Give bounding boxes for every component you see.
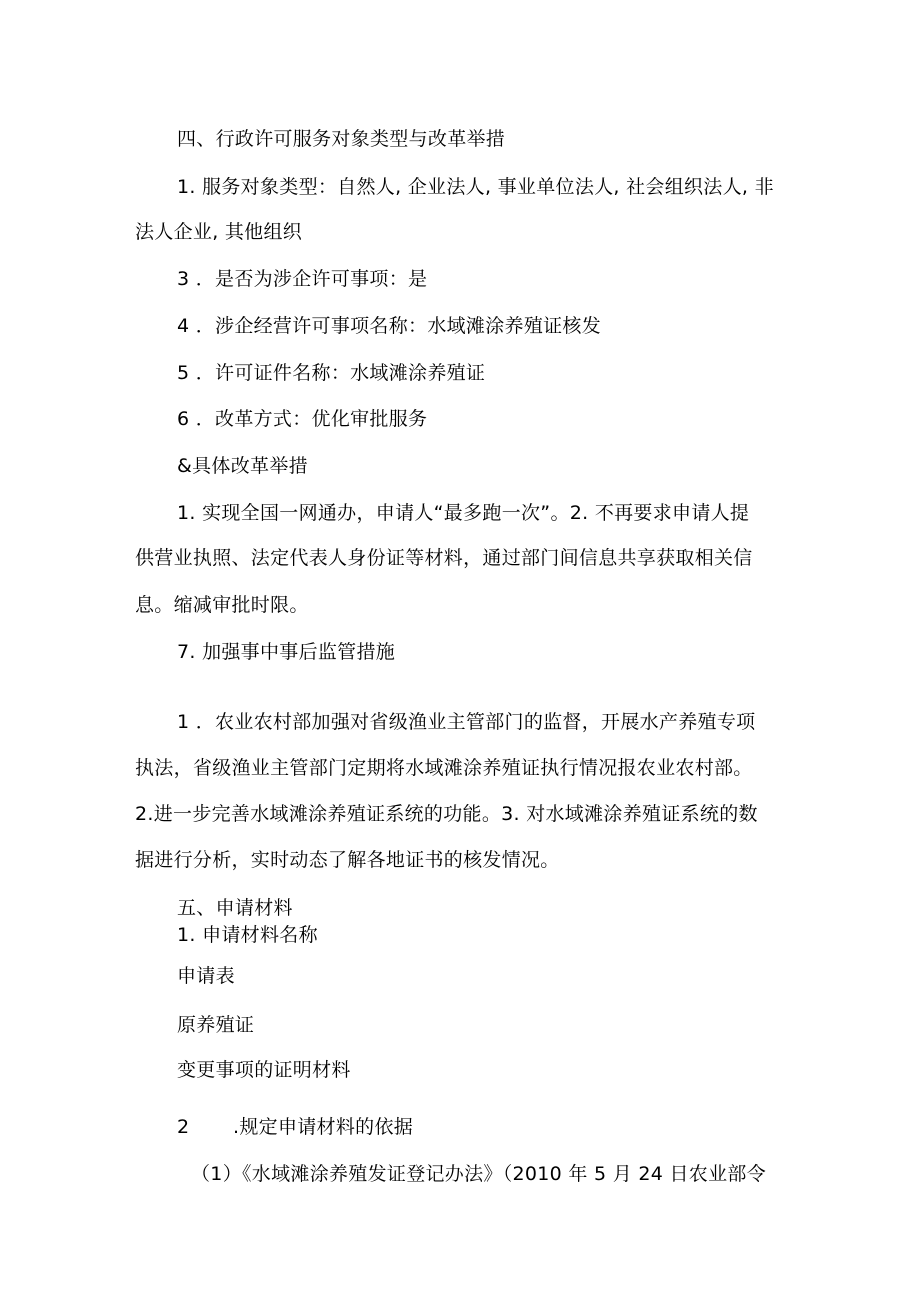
material-change-proof: 变更事项的证明材料 [177, 1059, 351, 1081]
section-5-heading: 五、申请材料 [177, 897, 293, 919]
reform-measures-line-1: 1. 实现全国一网通办，申请人“最多跑一次”。2. 不再要求申请人提 [177, 502, 750, 524]
service-object-types-line-1: 1. 服务对象类型：自然人, 企业法人, 事业单位法人, 社会组织法人, 非 [177, 176, 774, 198]
reform-measures-line-3: 息。缩减审批时限。 [135, 594, 309, 616]
material-names-heading: 1. 申请材料名称 [177, 924, 318, 946]
supervision-heading: 7. 加强事中事后监管措施 [177, 641, 396, 663]
material-basis-number: 2 [177, 1116, 190, 1138]
section-4-heading: 四、行政许可服务对象类型与改革举措 [177, 128, 506, 150]
service-object-types-line-2: 法人企业, 其他组织 [135, 221, 303, 243]
specific-reform-heading: &具体改革举措 [177, 455, 308, 477]
reform-method-item: 6 ．改革方式：优化审批服务 [177, 408, 428, 430]
material-basis-heading: .规定申请材料的依据 [233, 1116, 414, 1138]
license-name-item: 5 ．许可证件名称：水域滩涂养殖证 [177, 362, 486, 384]
supervision-line-3: 2.进一步完善水域滩涂养殖证系统的功能。3. 对水域滩涂养殖证系统的数 [135, 803, 758, 825]
supervision-line-4: 据进行分析，实时动态了解各地证书的核发情况。 [135, 849, 560, 871]
business-permit-name-item: 4 ．涉企经营许可事项名称：水域滩涂养殖证核发 [177, 315, 602, 337]
enterprise-permit-item: 3 ．是否为涉企许可事项：是 [177, 268, 428, 290]
supervision-line-1: 1 ．农业农村部加强对省级渔业主管部门的监督，开展水产养殖专项 [177, 711, 756, 733]
supervision-line-2: 执法，省级渔业主管部门定期将水域滩涂养殖证执行情况报农业农村部。 [135, 757, 753, 779]
legal-basis-item-1: （1）《水域滩涂养殖发证登记办法》（2010 年 5 月 24 日农业部令 [191, 1163, 767, 1185]
reform-measures-line-2: 供营业执照、法定代表人身份证等材料，通过部门间信息共享获取相关信 [135, 547, 753, 569]
material-application-form: 申请表 [177, 965, 235, 987]
material-original-license: 原养殖证 [177, 1014, 255, 1036]
